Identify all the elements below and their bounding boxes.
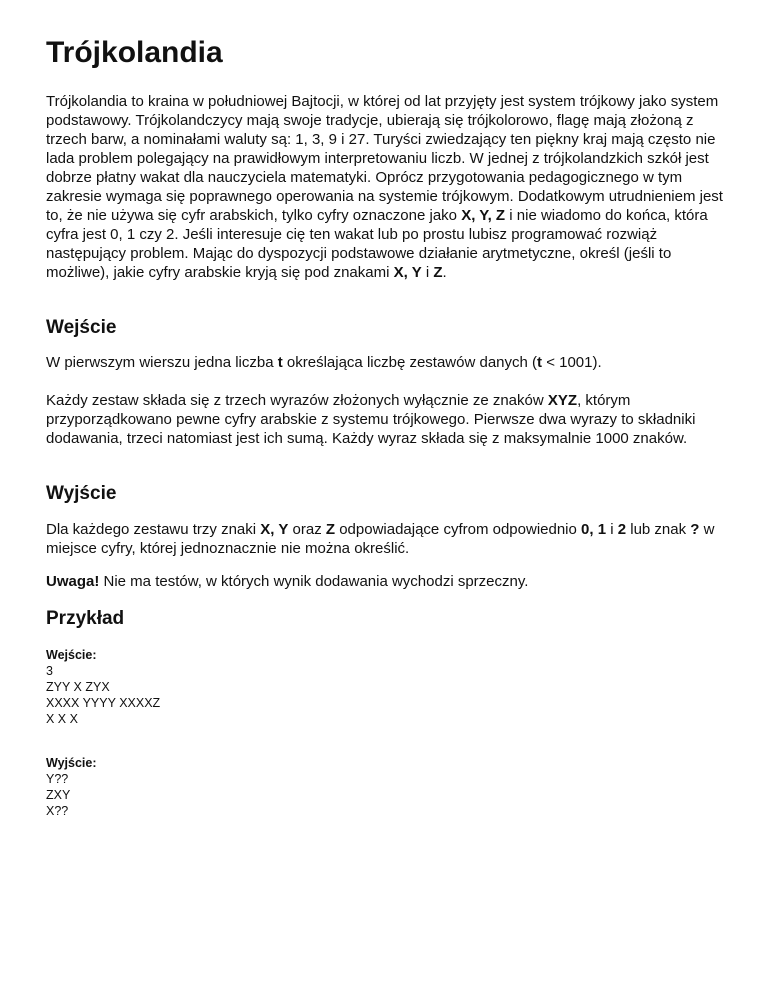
- example-line: Y??: [46, 772, 69, 786]
- output-note: [46, 572, 736, 591]
- example-line: ZXY: [46, 788, 71, 802]
- text-segment: < 1001).: [542, 354, 602, 371]
- example-output: [46, 755, 97, 819]
- example-heading: Przykład: [46, 608, 125, 629]
- bold-text-segment: XYZ: [547, 392, 578, 409]
- bold-text-segment: Z: [325, 521, 336, 538]
- text-segment: W pierwszym wierszu jedna liczba: [46, 354, 278, 371]
- bold-text-segment: t: [537, 354, 543, 371]
- bold-text-segment: Uwaga!: [46, 573, 100, 590]
- example-output-lines: [46, 771, 97, 819]
- page-title: Trójkolandia: [46, 36, 223, 69]
- example-output-label: Wyjście:: [46, 756, 97, 770]
- bold-text-segment: 0, 1: [581, 521, 607, 538]
- bold-text-segment: Z: [433, 264, 443, 281]
- bold-text-segment: X, Y, Z: [461, 207, 506, 224]
- bold-text-segment: X, Y: [393, 264, 422, 281]
- output-description-1: [46, 520, 736, 558]
- bold-text-segment: t: [277, 354, 283, 371]
- example-line: X X X: [46, 712, 78, 726]
- example-line: ZYY X ZYX: [46, 680, 110, 694]
- example-input-label: Wejście:: [46, 648, 97, 662]
- example-line: 3: [46, 664, 53, 678]
- text-segment: Nie ma testów, w których wynik dodawania wychodzi sprzeczny.: [99, 573, 529, 590]
- bold-text-segment: ?: [690, 521, 700, 538]
- text-segment: w miejsce cyfry, której jednoznacznie nie można określić.: [46, 521, 715, 557]
- input-description-2: [46, 391, 736, 448]
- output-heading: Wyjście: [46, 483, 117, 504]
- text-segment: i: [421, 264, 434, 281]
- example-line: XXXX YYYY XXXXZ: [46, 696, 161, 710]
- text-segment: .: [442, 264, 447, 281]
- example-line: X??: [46, 804, 69, 818]
- text-segment: odpowiadające cyfrom odpowiednio: [335, 521, 582, 538]
- text-segment: , którym przyporządkowano pewne cyfry arabskie z systemu trójkowego. Pierwsze dwa wyrazy to składniki dodawania, trzeci natomiast jest ich sumą. Każdy wyraz składa się z maksymalnie 1000 znaków.: [46, 392, 696, 447]
- example-input: [46, 647, 160, 727]
- example-input-lines: [46, 663, 160, 727]
- text-segment: Dla każdego zestawu trzy znaki: [46, 521, 261, 538]
- input-description-1: [46, 353, 736, 372]
- bold-text-segment: 2: [617, 521, 627, 538]
- text-segment: określająca liczbę zestawów danych (: [282, 354, 538, 371]
- text-segment: oraz: [288, 521, 326, 538]
- intro-paragraph: [46, 92, 736, 282]
- text-segment: Trójkolandia to kraina w południowej Bajtocji, w której od lat przyjęty jest system trójkowy jako system podstawowy. Trójkolandczycy mają swoje tradycje, ubierają się trójkolorowo, flagę mają złożoną z trzech barw, a nominałami waluty są: 1, 3, 9 i 27. Turyści zwiedzający ten piękny kraj mają często nie lada problem polegający na prawidłowym interpretowaniu liczb. W jednej z trójkolandzkich szkół jest dobrze płatny wakat dla nauczyciela matematyki. Oprócz przygotowania pedagogicznego w tym zakresie wymaga się poprawnego operowania na systemie trójkowym. Dodatkowym utrudnieniem jest to, że nie używa się cyfr arabskich, tylko cyfry oznaczone jako: [46, 93, 723, 224]
- text-segment: i: [606, 521, 618, 538]
- text-segment: Każdy zestaw składa się z trzech wyrazów złożonych wyłącznie ze znaków: [46, 392, 548, 409]
- input-heading: Wejście: [46, 317, 117, 338]
- text-segment: i nie wiadomo do końca, która cyfra jest 0, 1 czy 2. Jeśli interesuje cię ten wakat lub po prostu lubisz programować rozwiąż następujący problem. Mając do dyspozycji podstawowe działanie arytmetyczne, określ (jeśli to możliwe), jakie cyfry arabskie kryją się pod znakami: [46, 207, 708, 281]
- bold-text-segment: X, Y: [260, 521, 289, 538]
- text-segment: lub znak: [626, 521, 691, 538]
